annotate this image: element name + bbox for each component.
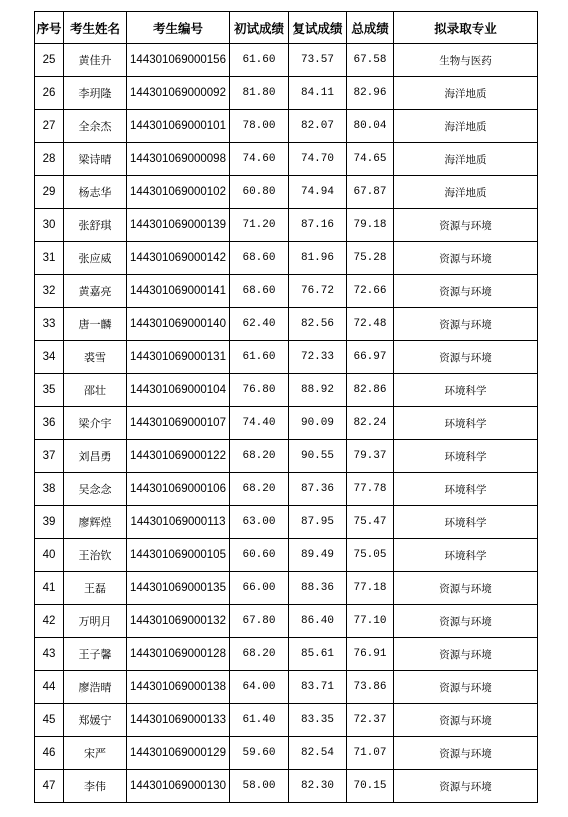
cell-name: 郑媛宁: [64, 704, 127, 737]
cell-index: 25: [35, 44, 64, 77]
table-row: [35, 737, 538, 770]
cell-name: 王子馨: [64, 638, 127, 671]
cell-initial-score: 62.40: [230, 308, 289, 341]
cell-candidate-id: 144301069000130: [127, 770, 230, 803]
cell-candidate-id: 144301069000128: [127, 638, 230, 671]
cell-total-score: 76.91: [347, 638, 394, 671]
cell-candidate-id: 144301069000105: [127, 539, 230, 572]
cell-retest-score: 72.33: [289, 341, 347, 374]
cell-major: 资源与环境: [394, 308, 538, 341]
header-retest-score: 复试成绩: [289, 12, 347, 44]
cell-retest-score: 82.30: [289, 770, 347, 803]
cell-index: 44: [35, 671, 64, 704]
cell-total-score: 75.28: [347, 242, 394, 275]
cell-total-score: 72.37: [347, 704, 394, 737]
cell-total-score: 70.15: [347, 770, 394, 803]
cell-major: 资源与环境: [394, 638, 538, 671]
cell-name: 李玥隆: [64, 77, 127, 110]
cell-total-score: 74.65: [347, 143, 394, 176]
cell-retest-score: 73.57: [289, 44, 347, 77]
cell-initial-score: 61.40: [230, 704, 289, 737]
cell-major: 生物与医药: [394, 44, 538, 77]
cell-candidate-id: 144301069000104: [127, 374, 230, 407]
cell-major: 资源与环境: [394, 572, 538, 605]
cell-major: 资源与环境: [394, 275, 538, 308]
table-row: [35, 671, 538, 704]
cell-name: 黄嘉亮: [64, 275, 127, 308]
header-initial-score: 初试成绩: [230, 12, 289, 44]
cell-total-score: 79.18: [347, 209, 394, 242]
cell-initial-score: 61.60: [230, 341, 289, 374]
cell-major: 海洋地质: [394, 143, 538, 176]
cell-total-score: 72.66: [347, 275, 394, 308]
cell-initial-score: 58.00: [230, 770, 289, 803]
cell-retest-score: 88.92: [289, 374, 347, 407]
cell-name: 邵壮: [64, 374, 127, 407]
cell-candidate-id: 144301069000129: [127, 737, 230, 770]
cell-major: 资源与环境: [394, 209, 538, 242]
table-row: [35, 77, 538, 110]
cell-retest-score: 82.54: [289, 737, 347, 770]
cell-retest-score: 87.95: [289, 506, 347, 539]
cell-retest-score: 76.72: [289, 275, 347, 308]
table-row: [35, 407, 538, 440]
table-row: [35, 176, 538, 209]
cell-initial-score: 68.60: [230, 275, 289, 308]
cell-index: 28: [35, 143, 64, 176]
cell-candidate-id: 144301069000156: [127, 44, 230, 77]
cell-index: 45: [35, 704, 64, 737]
cell-candidate-id: 144301069000140: [127, 308, 230, 341]
cell-candidate-id: 144301069000092: [127, 77, 230, 110]
cell-index: 37: [35, 440, 64, 473]
cell-name: 黄佳升: [64, 44, 127, 77]
cell-major: 资源与环境: [394, 770, 538, 803]
cell-initial-score: 64.00: [230, 671, 289, 704]
cell-name: 廖浩晴: [64, 671, 127, 704]
table-row: [35, 638, 538, 671]
cell-total-score: 77.10: [347, 605, 394, 638]
cell-initial-score: 68.60: [230, 242, 289, 275]
cell-total-score: 77.78: [347, 473, 394, 506]
cell-candidate-id: 144301069000106: [127, 473, 230, 506]
table-row: [35, 770, 538, 803]
cell-initial-score: 81.80: [230, 77, 289, 110]
cell-initial-score: 60.80: [230, 176, 289, 209]
header-name: 考生姓名: [64, 12, 127, 44]
cell-initial-score: 66.00: [230, 572, 289, 605]
cell-index: 47: [35, 770, 64, 803]
cell-index: 39: [35, 506, 64, 539]
cell-retest-score: 89.49: [289, 539, 347, 572]
cell-initial-score: 76.80: [230, 374, 289, 407]
table-row: [35, 209, 538, 242]
table-row: [35, 572, 538, 605]
cell-total-score: 77.18: [347, 572, 394, 605]
cell-candidate-id: 144301069000135: [127, 572, 230, 605]
cell-retest-score: 74.94: [289, 176, 347, 209]
cell-total-score: 71.07: [347, 737, 394, 770]
cell-total-score: 67.87: [347, 176, 394, 209]
header-total-score: 总成绩: [347, 12, 394, 44]
admission-table: [34, 11, 538, 803]
cell-initial-score: 71.20: [230, 209, 289, 242]
cell-initial-score: 68.20: [230, 638, 289, 671]
header-major: 拟录取专业: [394, 12, 538, 44]
cell-candidate-id: 144301069000133: [127, 704, 230, 737]
cell-name: 裘雪: [64, 341, 127, 374]
cell-name: 梁介宇: [64, 407, 127, 440]
cell-index: 34: [35, 341, 64, 374]
cell-retest-score: 88.36: [289, 572, 347, 605]
cell-total-score: 82.86: [347, 374, 394, 407]
cell-major: 资源与环境: [394, 671, 538, 704]
cell-retest-score: 74.70: [289, 143, 347, 176]
cell-index: 46: [35, 737, 64, 770]
cell-retest-score: 86.40: [289, 605, 347, 638]
table-row: [35, 539, 538, 572]
cell-initial-score: 78.00: [230, 110, 289, 143]
cell-candidate-id: 144301069000132: [127, 605, 230, 638]
cell-initial-score: 68.20: [230, 440, 289, 473]
cell-initial-score: 74.60: [230, 143, 289, 176]
cell-name: 王治钦: [64, 539, 127, 572]
table-row: [35, 275, 538, 308]
admission-table-container: [34, 11, 538, 803]
cell-index: 40: [35, 539, 64, 572]
cell-name: 张舒琪: [64, 209, 127, 242]
cell-candidate-id: 144301069000113: [127, 506, 230, 539]
header-candidate-id: 考生编号: [127, 12, 230, 44]
cell-total-score: 82.96: [347, 77, 394, 110]
cell-candidate-id: 144301069000102: [127, 176, 230, 209]
cell-name: 刘昌勇: [64, 440, 127, 473]
cell-name: 万明月: [64, 605, 127, 638]
cell-major: 资源与环境: [394, 341, 538, 374]
table-row: [35, 473, 538, 506]
table-row: [35, 440, 538, 473]
cell-retest-score: 87.36: [289, 473, 347, 506]
cell-major: 资源与环境: [394, 704, 538, 737]
cell-candidate-id: 144301069000131: [127, 341, 230, 374]
cell-candidate-id: 144301069000141: [127, 275, 230, 308]
cell-total-score: 75.47: [347, 506, 394, 539]
cell-major: 环境科学: [394, 506, 538, 539]
cell-major: 资源与环境: [394, 737, 538, 770]
table-row: [35, 44, 538, 77]
cell-total-score: 72.48: [347, 308, 394, 341]
cell-name: 张应威: [64, 242, 127, 275]
cell-initial-score: 74.40: [230, 407, 289, 440]
cell-retest-score: 83.35: [289, 704, 347, 737]
table-row: [35, 704, 538, 737]
cell-index: 27: [35, 110, 64, 143]
cell-index: 33: [35, 308, 64, 341]
cell-initial-score: 61.60: [230, 44, 289, 77]
cell-initial-score: 59.60: [230, 737, 289, 770]
cell-retest-score: 82.56: [289, 308, 347, 341]
cell-name: 廖辉煌: [64, 506, 127, 539]
cell-index: 30: [35, 209, 64, 242]
cell-retest-score: 87.16: [289, 209, 347, 242]
cell-initial-score: 63.00: [230, 506, 289, 539]
table-row: [35, 143, 538, 176]
cell-major: 环境科学: [394, 440, 538, 473]
cell-index: 35: [35, 374, 64, 407]
cell-total-score: 66.97: [347, 341, 394, 374]
cell-index: 29: [35, 176, 64, 209]
cell-candidate-id: 144301069000142: [127, 242, 230, 275]
cell-retest-score: 83.71: [289, 671, 347, 704]
cell-retest-score: 82.07: [289, 110, 347, 143]
table-row: [35, 110, 538, 143]
cell-total-score: 80.04: [347, 110, 394, 143]
cell-index: 43: [35, 638, 64, 671]
table-body: [35, 44, 538, 803]
cell-major: 资源与环境: [394, 242, 538, 275]
cell-major: 环境科学: [394, 374, 538, 407]
cell-major: 环境科学: [394, 539, 538, 572]
cell-candidate-id: 144301069000098: [127, 143, 230, 176]
cell-name: 杨志华: [64, 176, 127, 209]
cell-name: 李伟: [64, 770, 127, 803]
cell-major: 海洋地质: [394, 110, 538, 143]
cell-initial-score: 60.60: [230, 539, 289, 572]
cell-candidate-id: 144301069000139: [127, 209, 230, 242]
cell-index: 32: [35, 275, 64, 308]
cell-name: 梁诗晴: [64, 143, 127, 176]
table-row: [35, 605, 538, 638]
cell-index: 42: [35, 605, 64, 638]
table-row: [35, 341, 538, 374]
cell-name: 全余杰: [64, 110, 127, 143]
cell-total-score: 82.24: [347, 407, 394, 440]
cell-total-score: 75.05: [347, 539, 394, 572]
cell-candidate-id: 144301069000101: [127, 110, 230, 143]
cell-major: 环境科学: [394, 473, 538, 506]
table-row: [35, 374, 538, 407]
cell-retest-score: 90.09: [289, 407, 347, 440]
cell-name: 宋严: [64, 737, 127, 770]
cell-name: 吴念念: [64, 473, 127, 506]
cell-initial-score: 67.80: [230, 605, 289, 638]
cell-retest-score: 85.61: [289, 638, 347, 671]
cell-candidate-id: 144301069000107: [127, 407, 230, 440]
cell-major: 海洋地质: [394, 77, 538, 110]
cell-index: 31: [35, 242, 64, 275]
cell-retest-score: 90.55: [289, 440, 347, 473]
cell-retest-score: 81.96: [289, 242, 347, 275]
cell-major: 资源与环境: [394, 605, 538, 638]
cell-total-score: 67.58: [347, 44, 394, 77]
cell-initial-score: 68.20: [230, 473, 289, 506]
cell-total-score: 79.37: [347, 440, 394, 473]
table-row: [35, 242, 538, 275]
cell-index: 41: [35, 572, 64, 605]
table-header-row: [35, 12, 538, 44]
table-row: [35, 506, 538, 539]
cell-name: 王磊: [64, 572, 127, 605]
header-index: 序号: [35, 12, 64, 44]
cell-index: 36: [35, 407, 64, 440]
cell-major: 海洋地质: [394, 176, 538, 209]
cell-name: 唐一麟: [64, 308, 127, 341]
cell-index: 38: [35, 473, 64, 506]
table-row: [35, 308, 538, 341]
cell-total-score: 73.86: [347, 671, 394, 704]
cell-candidate-id: 144301069000138: [127, 671, 230, 704]
cell-candidate-id: 144301069000122: [127, 440, 230, 473]
cell-retest-score: 84.11: [289, 77, 347, 110]
cell-index: 26: [35, 77, 64, 110]
cell-major: 环境科学: [394, 407, 538, 440]
